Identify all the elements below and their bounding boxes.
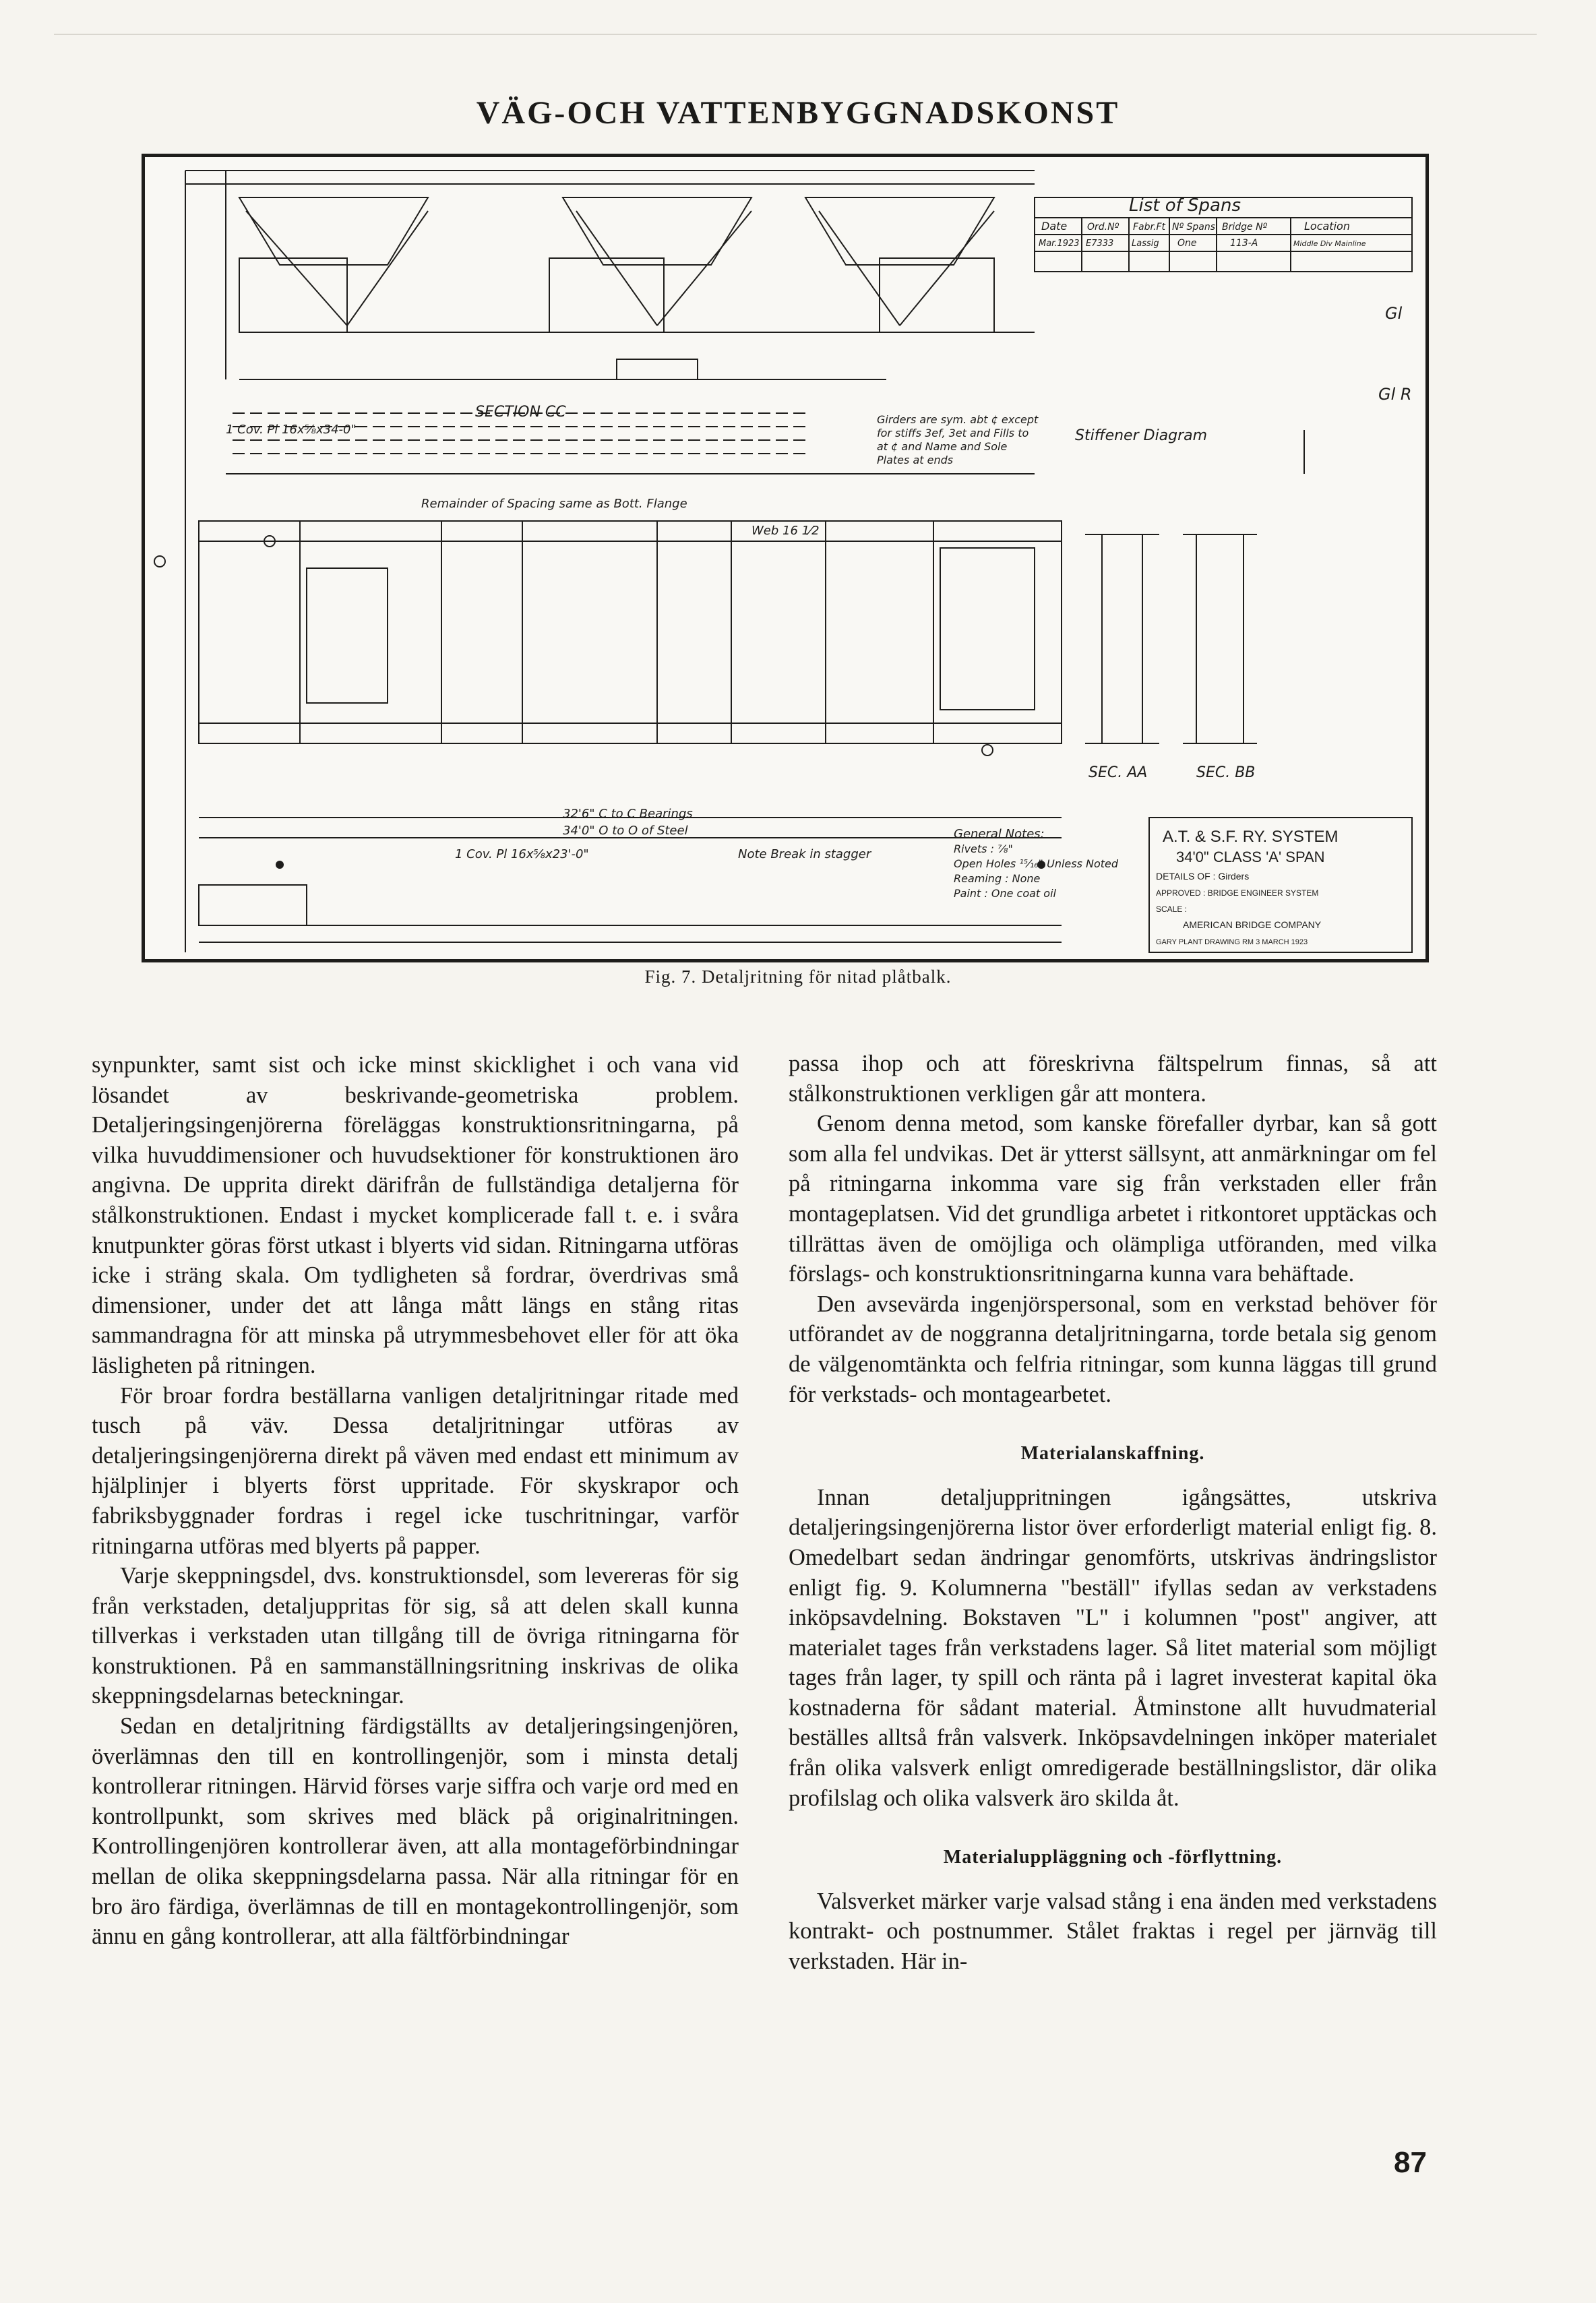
gr-label: Gl R xyxy=(1378,385,1412,404)
right-paragraph: Den avsevärda ingenjörspersonal, som en verkstad behöver för utförandet av de noggranna detaljritningarna, torde betala sig genom de välgenomtänkta och felfria ritningar, som kunna läggas till grund för verkstads- och montagearbetet. xyxy=(789,1291,1437,1407)
spans-header-date: Date xyxy=(1041,220,1068,233)
paint-note: Paint : One coat oil xyxy=(954,887,1056,900)
note-break-label: Note Break in stagger xyxy=(738,847,871,861)
left-paragraph: synpunkter, samt sist och icke minst skicklighet i och vana vid lösandet av beskrivande-geometriska problem. Detaljeringsingenjörerna föreläggas konstruktionsritningarna, på vilka huvuddimensioner och huvudsektioner för konstruktionen äro angivna. De uppritа direkt därifrån de fullständiga detaljerna för stålkonstruktionen. Endast i mycket komplicerade fall t. e. i svåra knutpunkter göras först utkast i blyerts vid sidan. Ritningarna utföras icke i sträng skala. Om tydligheten så fordrar, överdrivas små dimensioner, under det att långa mått längs en stång ritas sammandragna för att minska på utrymmesbehovet eller för att öka läsligheten på ritningen. xyxy=(92,1052,739,1378)
title-block-line3: DETAILS OF : Girders xyxy=(1156,871,1250,882)
spans-header-location: Location xyxy=(1304,220,1350,233)
title-block-line7: GARY PLANT DRAWING RM 3 MARCH 1923 xyxy=(1156,938,1308,946)
general-notes-label: General Notes: xyxy=(954,827,1045,841)
left-paragraph: Sedan en detaljritning färdigställts av detaljeringsingenjören, överlämnas den till en kontrollingenjör, som i minsta detalj kontrollerar ritningen. Härvid förses varje siffra och varje ord med en kontrollpunkt, som skrives med bläck på originalritningen. Kontrollingenjören kontrollerar även, att alla montageförbindningar mellan de olika skeppningsdelarna passa. När alla ritningar för en bro äro färdiga, överlämnas de till en montagekontrollingenjör, som ännu en gång kontrollerar, att alla fältförbindningar xyxy=(92,1713,739,1950)
top-edge-rule xyxy=(54,34,1537,35)
section-heading-materialupplaggning: Materialuppläggning och -förflyttning. xyxy=(943,1847,1283,1868)
figure-caption: Fig. 7. Detaljritning för nitad plåtbalk. xyxy=(644,966,952,987)
rivets-note: Rivets : ⅞" xyxy=(954,842,1013,855)
gl-label: Gl xyxy=(1385,304,1403,323)
page-number: 87 xyxy=(1394,2146,1427,2179)
right-paragraph: Innan detaljuppritningen igångsättes, utskriva detaljeringsingenjörerna listor över erforderligt material enligt fig. 8. Omedelbart sedan ändringar genomförts, utskrivas ändringslistor enligt fig. 9. Kolumnerna "beställ" ifyllas sedan av verkstadens inköpsavdelning. Bokstaven "L" i kolumnen "post" angiver, att materialet tages från verkstadens lager. Så litet material som möjligt tages från lager, ty spill och ränta på i lagret investerat kapital öka kostnaderna för sådant material. Åtminstone allt huvudmaterial beställes alltså från valsverk. Inköpsavdelningen inköper materialet från olika valsverk enligt omredigerade beställningslistor, där olika profilslag och olika valsverk äro skilda åt. xyxy=(789,1484,1437,1811)
section-heading-materialanskaffning: Materialanskaffning. xyxy=(1020,1443,1205,1465)
page-header-title: VÄG-OCH VATTENBYGGNADSKONST xyxy=(476,95,1120,131)
left-text-column xyxy=(92,1050,739,1952)
girders-note: Girders are sym. abt ¢ except for stiffs 3ef, 3et and Fills to at ¢ and Name and Sole Plates at ends xyxy=(877,413,1039,466)
title-block-line1: A.T. & S.F. RY. SYSTEM xyxy=(1163,828,1339,846)
right-paragraph: Genom denna metod, som kanske förefaller dyrbar, kan så gott som alla fel undvikas. Det är ytterst sällsynt, att anmärkningar om fel på ritningarna inkomma vare sig från verkstaden eller från montageplatsen. Vid det grundliga arbetet i ritkontoret upptäckas och tillrättas även de omöjliga och olämpliga utföranden, med vilka förslags- och konstruktionsritningarna kunna vara behäftade. xyxy=(789,1111,1437,1287)
spans-header-bridge: Bridge Nº xyxy=(1222,222,1268,233)
open-holes-note: Open Holes ¹⁵⁄₁₆" Unless Noted xyxy=(954,857,1119,870)
spans-row-bridge: 113-A xyxy=(1230,238,1258,249)
spans-title: List of Spans xyxy=(1129,195,1241,216)
right-text-column xyxy=(789,1049,1437,1977)
remainder-label: Remainder of Spacing same as Bott. Flange xyxy=(421,497,687,511)
spans-header-fabr: Fabr.Ft xyxy=(1133,222,1165,233)
left-paragraph: Varje skeppningsdel, dvs. konstruktionsdel, som levereras för sig från verkstaden, detaljuppritas för sig, så att delen skall kunna tillverkas i verkstaden utan tillgång till de övriga ritningarna för konstruktionen. På en sammanställningsritning inskrivas de olika skeppningsdelarnas beteckningar. xyxy=(92,1563,739,1709)
spans-header-ord: Ord.Nº xyxy=(1087,222,1119,233)
spacing-label: 34'0" O to O of Steel xyxy=(563,824,688,838)
title-block-line5: SCALE : xyxy=(1156,904,1188,914)
web-label: Web 16 1⁄2 xyxy=(751,524,820,538)
title-block-line4: APPROVED : BRIDGE ENGINEER SYSTEM xyxy=(1156,888,1319,898)
reaming-note: Reaming : None xyxy=(954,872,1041,885)
spans-row-location: Middle Div Mainline xyxy=(1293,239,1366,248)
sec-bb-label: SEC. BB xyxy=(1196,764,1256,781)
girder-drawing-svg xyxy=(145,157,1425,959)
title-block-line6: AMERICAN BRIDGE COMPANY xyxy=(1183,919,1322,930)
title-block-line2: 34'0" CLASS 'A' SPAN xyxy=(1176,849,1325,865)
spans-row-spans: One xyxy=(1177,238,1197,249)
cover-plate-top: 1 Cov. Pl 16x⅝x34-0" xyxy=(226,423,357,437)
sec-aa-label: SEC. AA xyxy=(1088,764,1148,781)
right-paragraph: passa ihop och att föreskrivna fältspelrum finnas, så att stålkonstruktionen verkligen går att montera. xyxy=(789,1051,1437,1107)
spans-row-fabr: Lassig xyxy=(1132,239,1159,249)
bearings-label: 32'6" C to C Bearings xyxy=(563,807,693,821)
section-cc-label: SECTION CC xyxy=(475,404,566,421)
spans-header-spans: Nº Spans xyxy=(1172,222,1216,233)
detail-drawing-figure xyxy=(142,154,1429,962)
spans-row-ord: E7333 xyxy=(1086,239,1114,249)
right-paragraph: Valsverket märker varje valsad stång i ena änden med verkstadens kontrakt- och postnummer. Stålet fraktas i regel per järnväg till verkstaden. Här in- xyxy=(789,1888,1437,1975)
spans-row-date: Mar.1923 xyxy=(1039,239,1080,249)
left-paragraph: För broar fordra beställarna vanligen detaljritningar ritade med tusch på väv. Dessa detaljritningar utföras av detaljeringsingenjörerna direkt på väven med endast ett minimum av hjälplinjer i blyerts först uppritade. För skyskrapor och fabriksbyggnader fordras i regel icke tuschritningar, varför ritningarna utföras med blyerts på papper. xyxy=(92,1382,739,1559)
cover-plate-bottom: 1 Cov. Pl 16x⅝x23'-0" xyxy=(455,847,589,861)
stiffener-diagram-label: Stiffener Diagram xyxy=(1075,427,1208,444)
